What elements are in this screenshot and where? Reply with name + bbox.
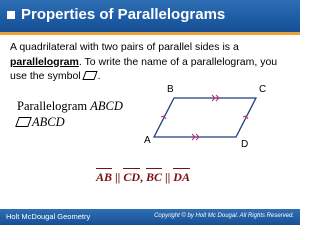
title-bullet [7, 11, 15, 19]
segment-da: DA [173, 170, 190, 184]
parallelogram-symbol-label [17, 115, 65, 130]
segment-cd: CD [123, 170, 140, 184]
segment-bc: BC [145, 170, 162, 184]
parallel-sides-statement [96, 168, 190, 185]
paragraph-text-after: . To write the name of a parallelogram, you use the symbol [10, 55, 278, 82]
parallel-sign: || [162, 170, 174, 184]
pg-name: ABCD [90, 99, 123, 113]
pg-symbol-name: ABCD [32, 115, 65, 129]
vertex-label-d: D [241, 139, 249, 150]
parallelogram-figure [138, 88, 278, 158]
footer-bar [0, 209, 300, 225]
parallelogram-symbol-icon [15, 117, 32, 127]
parallel-sign: || [112, 170, 124, 184]
pg-word: Parallelogram [17, 99, 88, 113]
parallelogram-name-label [17, 99, 123, 114]
parallelogram-symbol-icon [82, 71, 97, 80]
title-accent-stripe [0, 32, 300, 35]
vertex-label-c: C [259, 84, 267, 95]
slide-title: Properties of Parallelograms [21, 6, 226, 23]
paragraph-text-end: . [97, 70, 101, 82]
comma: , [139, 170, 146, 184]
paragraph-term: parallelogram [10, 55, 79, 68]
segment-ab: AB [96, 170, 113, 184]
vertex-label-b: B [167, 84, 174, 95]
parallelogram-shape [154, 98, 256, 137]
definition-paragraph [10, 40, 296, 84]
paragraph-text-before: A quadrilateral with two pairs of parallel sides is a [10, 41, 239, 53]
title-bar [0, 0, 300, 32]
vertex-label-a: A [144, 135, 151, 146]
footer-publisher: Holt McDougal Geometry [6, 212, 91, 221]
footer-copyright: Copyright © by Holt Mc Dougal. All Rights Reserved. [154, 213, 294, 219]
parallelogram-diagram [138, 84, 278, 158]
